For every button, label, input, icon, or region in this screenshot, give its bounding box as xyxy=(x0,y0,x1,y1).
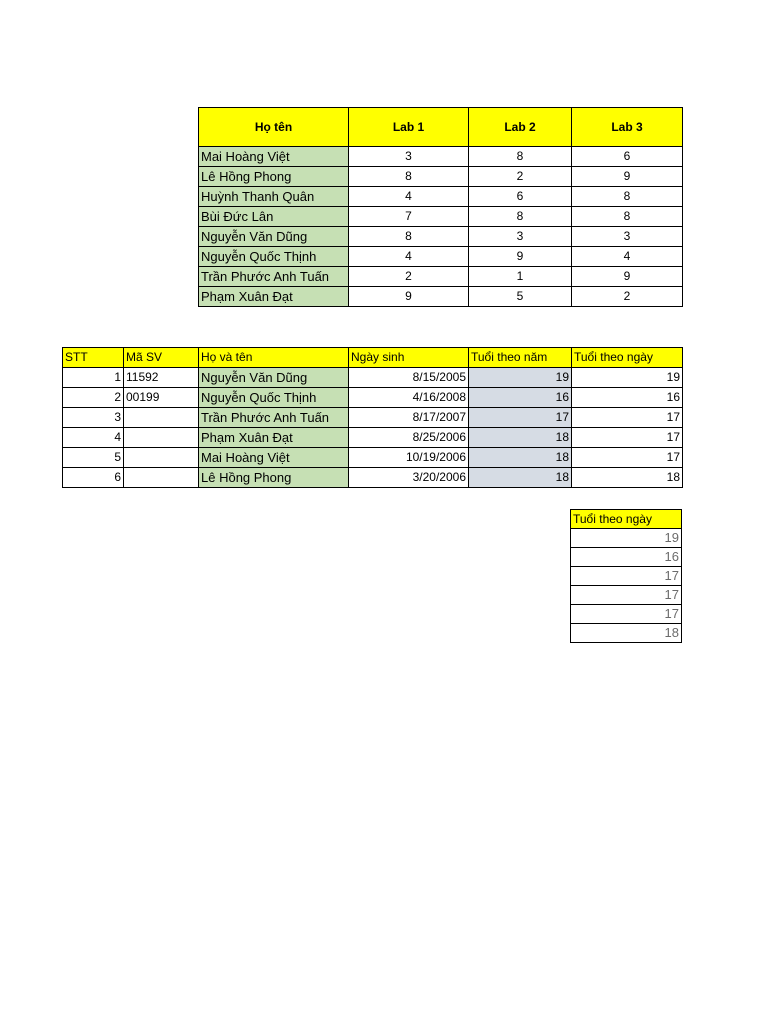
stt-cell[interactable]: 2 xyxy=(63,388,124,408)
ma-sv-cell[interactable]: 00199 xyxy=(124,388,199,408)
table-row xyxy=(63,408,683,428)
header-ma-sv[interactable]: Mã SV xyxy=(124,348,199,368)
table-row xyxy=(63,368,683,388)
student-name-cell[interactable]: Phạm Xuân Đạt xyxy=(199,287,349,307)
lab3-score-cell[interactable]: 2 xyxy=(572,287,683,307)
age-by-day-cell[interactable]: 16 xyxy=(572,388,683,408)
age-by-year-cell[interactable]: 18 xyxy=(469,448,572,468)
stt-cell[interactable]: 5 xyxy=(63,448,124,468)
age-by-day-cell[interactable]: 17 xyxy=(572,408,683,428)
lab1-score-cell[interactable]: 8 xyxy=(349,167,469,187)
date-of-birth-cell[interactable]: 4/16/2008 xyxy=(349,388,469,408)
lab2-score-cell[interactable]: 5 xyxy=(469,287,572,307)
lab2-score-cell[interactable]: 3 xyxy=(469,227,572,247)
table-row xyxy=(571,586,682,605)
lab2-score-cell[interactable]: 8 xyxy=(469,207,572,227)
age-by-year-cell[interactable]: 16 xyxy=(469,388,572,408)
header-ho-ten[interactable]: Họ tên xyxy=(199,108,349,147)
age-by-year-cell[interactable]: 18 xyxy=(469,468,572,488)
lab3-score-cell[interactable]: 4 xyxy=(572,247,683,267)
header-stt[interactable]: STT xyxy=(63,348,124,368)
lab2-score-cell[interactable]: 6 xyxy=(469,187,572,207)
table-row xyxy=(63,388,683,408)
age-by-year-cell[interactable]: 19 xyxy=(469,368,572,388)
table-row xyxy=(571,548,682,567)
table-row xyxy=(199,187,683,207)
stt-cell[interactable]: 1 xyxy=(63,368,124,388)
age-by-year-cell[interactable]: 18 xyxy=(469,428,572,448)
stt-cell[interactable]: 6 xyxy=(63,468,124,488)
age-table-header-row xyxy=(63,348,683,368)
date-of-birth-cell[interactable]: 10/19/2006 xyxy=(349,448,469,468)
age-by-day-result-cell[interactable]: 18 xyxy=(571,624,682,643)
student-name-cell[interactable]: Nguyễn Văn Dũng xyxy=(199,368,349,388)
header-lab-1[interactable]: Lab 1 xyxy=(349,108,469,147)
student-name-cell[interactable]: Lê Hồng Phong xyxy=(199,167,349,187)
lab-scores-table xyxy=(198,107,683,307)
table-row xyxy=(571,624,682,643)
age-by-year-cell[interactable]: 17 xyxy=(469,408,572,428)
lab1-score-cell[interactable]: 8 xyxy=(349,227,469,247)
table-row xyxy=(571,567,682,586)
age-by-day-result-cell[interactable]: 17 xyxy=(571,586,682,605)
student-name-cell[interactable]: Huỳnh Thanh Quân xyxy=(199,187,349,207)
student-name-cell[interactable]: Trần Phước Anh Tuấn xyxy=(199,267,349,287)
lab-table-header-row xyxy=(199,108,683,147)
student-name-cell[interactable]: Nguyễn Quốc Thịnh xyxy=(199,388,349,408)
age-by-day-cell[interactable]: 17 xyxy=(572,428,683,448)
date-of-birth-cell[interactable]: 8/17/2007 xyxy=(349,408,469,428)
student-name-cell[interactable]: Trần Phước Anh Tuấn xyxy=(199,408,349,428)
header-tuoi-theo-ngay-result[interactable]: Tuổi theo ngày xyxy=(571,510,682,529)
date-of-birth-cell[interactable]: 3/20/2006 xyxy=(349,468,469,488)
lab3-score-cell[interactable]: 8 xyxy=(572,207,683,227)
date-of-birth-cell[interactable]: 8/15/2005 xyxy=(349,368,469,388)
header-lab-2[interactable]: Lab 2 xyxy=(469,108,572,147)
student-age-table xyxy=(62,347,683,488)
lab3-score-cell[interactable]: 6 xyxy=(572,147,683,167)
table-row xyxy=(63,448,683,468)
lab1-score-cell[interactable]: 2 xyxy=(349,267,469,287)
lab2-score-cell[interactable]: 9 xyxy=(469,247,572,267)
table-row xyxy=(571,529,682,548)
table-row xyxy=(199,247,683,267)
lab3-score-cell[interactable]: 9 xyxy=(572,167,683,187)
lab3-score-cell[interactable]: 9 xyxy=(572,267,683,287)
table-row xyxy=(63,428,683,448)
age-by-day-cell[interactable]: 19 xyxy=(572,368,683,388)
student-name-cell[interactable]: Nguyễn Văn Dũng xyxy=(199,227,349,247)
date-of-birth-cell[interactable]: 8/25/2006 xyxy=(349,428,469,448)
ma-sv-cell[interactable] xyxy=(124,408,199,428)
table-row xyxy=(199,287,683,307)
student-name-cell[interactable]: Mai Hoàng Việt xyxy=(199,448,349,468)
age-by-day-result-table xyxy=(570,509,682,643)
table-row xyxy=(571,605,682,624)
table-row xyxy=(63,468,683,488)
header-ho-va-ten[interactable]: Họ và tên xyxy=(199,348,349,368)
student-name-cell[interactable]: Lê Hồng Phong xyxy=(199,468,349,488)
ma-sv-cell[interactable]: 11592 xyxy=(124,368,199,388)
lab1-score-cell[interactable]: 4 xyxy=(349,187,469,207)
lab3-score-cell[interactable]: 3 xyxy=(572,227,683,247)
age-by-day-cell[interactable]: 17 xyxy=(572,448,683,468)
header-lab-3[interactable]: Lab 3 xyxy=(572,108,683,147)
lab1-score-cell[interactable]: 3 xyxy=(349,147,469,167)
table-row xyxy=(199,227,683,247)
age-by-day-result-cell[interactable]: 16 xyxy=(571,548,682,567)
lab3-score-cell[interactable]: 8 xyxy=(572,187,683,207)
age-by-day-cell[interactable]: 18 xyxy=(572,468,683,488)
student-name-cell[interactable]: Phạm Xuân Đạt xyxy=(199,428,349,448)
header-ngay-sinh[interactable]: Ngày sinh xyxy=(349,348,469,368)
table-row xyxy=(199,167,683,187)
ma-sv-cell[interactable] xyxy=(124,428,199,448)
table-row xyxy=(199,207,683,227)
header-tuoi-theo-ngay[interactable]: Tuổi theo ngày xyxy=(572,348,683,368)
ma-sv-cell[interactable] xyxy=(124,448,199,468)
result-table-header-row xyxy=(571,510,682,529)
stt-cell[interactable]: 3 xyxy=(63,408,124,428)
lab1-score-cell[interactable]: 7 xyxy=(349,207,469,227)
student-name-cell[interactable]: Mai Hoàng Việt xyxy=(199,147,349,167)
age-by-day-result-cell[interactable]: 19 xyxy=(571,529,682,548)
lab2-score-cell[interactable]: 2 xyxy=(469,167,572,187)
age-by-day-result-cell[interactable]: 17 xyxy=(571,567,682,586)
lab2-score-cell[interactable]: 8 xyxy=(469,147,572,167)
lab2-score-cell[interactable]: 1 xyxy=(469,267,572,287)
stt-cell[interactable]: 4 xyxy=(63,428,124,448)
student-name-cell[interactable]: Bùi Đức Lân xyxy=(199,207,349,227)
table-row xyxy=(199,147,683,167)
lab1-score-cell[interactable]: 4 xyxy=(349,247,469,267)
table-row xyxy=(199,267,683,287)
lab1-score-cell[interactable]: 9 xyxy=(349,287,469,307)
ma-sv-cell[interactable] xyxy=(124,468,199,488)
header-tuoi-theo-nam[interactable]: Tuổi theo năm xyxy=(469,348,572,368)
age-by-day-result-cell[interactable]: 17 xyxy=(571,605,682,624)
student-name-cell[interactable]: Nguyễn Quốc Thịnh xyxy=(199,247,349,267)
